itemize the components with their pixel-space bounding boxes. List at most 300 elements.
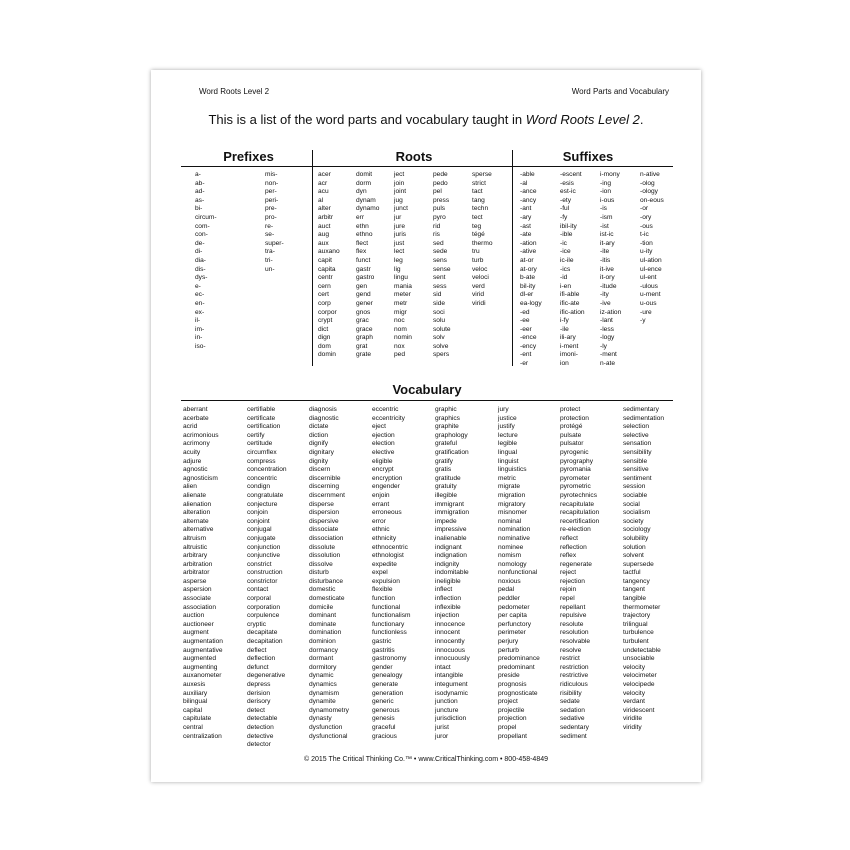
vocabulary-word: auxanometer — [183, 672, 222, 680]
root-word: grat — [356, 342, 368, 350]
root-word: spers — [433, 351, 450, 359]
vocabulary-word: augment — [183, 629, 209, 637]
suffix-word: on-eous — [640, 196, 664, 204]
vocabulary-word: error — [372, 517, 386, 525]
root-word: sid — [433, 291, 442, 299]
prefix-word: re- — [265, 222, 274, 230]
root-word: sense — [433, 265, 451, 273]
root-word: sed — [433, 239, 444, 247]
vocabulary-word: resolvable — [560, 638, 591, 646]
roots-heading: Roots — [395, 149, 433, 164]
vocabulary-word: dynamism — [309, 689, 340, 697]
vocabulary-word: dispersive — [309, 517, 339, 525]
vocabulary-word: sedate — [560, 698, 580, 706]
vocabulary-word: migration — [498, 491, 526, 499]
vocabulary-word: sediment — [560, 732, 587, 740]
prefix-word: mis- — [265, 171, 278, 178]
suffix-word: it-ory — [600, 274, 615, 282]
vocabulary-word: association — [183, 603, 216, 611]
root-word: dynamo — [356, 205, 380, 213]
suffix-word: -or — [640, 205, 649, 213]
vocabulary-word: genesis — [372, 715, 395, 723]
root-word: lig — [394, 265, 401, 273]
vocabulary-word: repulsive — [560, 612, 587, 620]
vocabulary-word: gastronomy — [372, 655, 407, 663]
prefix-column-1 — [195, 171, 217, 351]
suffix-word: ul-ent — [640, 274, 657, 282]
vocabulary-word: misnomer — [498, 509, 527, 517]
prefix-word: pre- — [265, 205, 277, 213]
root-word: aug — [318, 231, 330, 239]
vocabulary-word: eccentricity — [372, 414, 405, 422]
vocabulary-word: alienation — [183, 500, 212, 508]
vocabulary-word: ethnicity — [372, 534, 397, 542]
vocabulary-word: per capita — [498, 612, 527, 620]
vocabulary-word: dissolution — [309, 552, 341, 560]
vocabulary-word: eject — [372, 423, 386, 431]
vocabulary-word: corporal — [247, 595, 271, 603]
vocabulary-word: construction — [247, 569, 283, 577]
vocabulary-column-8 — [623, 406, 664, 733]
intro-sentence — [151, 112, 701, 127]
vocabulary-word: velocimeter — [623, 672, 657, 680]
vocabulary-word: protect — [560, 406, 581, 413]
suffix-word: -ant — [520, 205, 532, 213]
vocabulary-word: pyromania — [560, 466, 591, 474]
vocabulary-word: reflex — [560, 552, 577, 560]
vocabulary-word: domestic — [309, 586, 336, 594]
root-word: crypt — [318, 317, 333, 325]
vocabulary-word: legible — [498, 440, 518, 448]
root-word: sens — [433, 256, 447, 264]
vocabulary-word: sociable — [623, 491, 648, 499]
suffix-word: ific-ation — [560, 308, 585, 316]
suffix-word: t-ic — [640, 231, 649, 239]
vocabulary-word: corpulence — [247, 612, 280, 620]
root-column-3 — [394, 171, 412, 360]
vocabulary-word: domesticate — [309, 595, 345, 603]
vocabulary-word: conjugate — [247, 534, 276, 542]
vocabulary-word: verdant — [623, 698, 645, 706]
vocabulary-word: peddler — [498, 595, 520, 603]
vocabulary-word: protection — [560, 414, 589, 422]
vocabulary-word: pedal — [498, 586, 515, 594]
suffix-word: ili-ary — [560, 334, 576, 342]
vocabulary-word: engender — [372, 483, 400, 491]
vocabulary-word: functionary — [372, 620, 405, 628]
vocabulary-word: concentration — [247, 466, 287, 474]
vocabulary-word: gastritis — [372, 646, 395, 654]
suffix-word: u-ment — [640, 291, 661, 299]
root-word: sperse — [472, 171, 492, 178]
vocabulary-word: velocity — [623, 689, 645, 697]
vocabulary-column-4 — [372, 406, 410, 741]
root-word: acu — [318, 188, 329, 196]
suffix-word: -ful — [560, 205, 570, 213]
suffix-word: dl-er — [520, 291, 534, 299]
root-word: grac — [356, 317, 369, 325]
suffix-word: -ence — [520, 334, 537, 342]
suffix-word: bil-ity — [520, 282, 536, 290]
root-word: veloc — [472, 265, 488, 273]
vocabulary-word: circumflex — [247, 448, 277, 456]
root-word: sede — [433, 248, 448, 256]
vocabulary-word: pulsate — [560, 431, 582, 439]
root-word: dom — [318, 342, 331, 350]
vocabulary-word: immigration — [435, 509, 470, 517]
vocabulary-word: sociology — [623, 526, 651, 534]
vocabulary-word: ejection — [372, 431, 395, 439]
vocabulary-word: graphics — [435, 414, 460, 422]
prefix-word: iso- — [195, 342, 206, 350]
suffix-word: -ent — [520, 351, 532, 359]
vocabulary-word: conjunctive — [247, 552, 280, 560]
vocabulary-word: gratitude — [435, 474, 461, 482]
suffix-word: -esis — [560, 179, 574, 187]
root-word: nox — [394, 342, 405, 350]
root-word: tégé — [472, 231, 485, 239]
suffix-word: -ary — [520, 213, 532, 221]
vocabulary-word: certificate — [247, 414, 276, 422]
vocabulary-word: sedimentary — [623, 406, 659, 413]
prefix-word: il- — [195, 317, 201, 325]
vocabulary-word: solution — [623, 543, 646, 551]
vocabulary-word: tangent — [623, 586, 645, 594]
vocabulary-word: dignitary — [309, 448, 334, 456]
prefix-word: tra- — [265, 248, 275, 256]
root-word: nom — [394, 325, 407, 333]
prefix-word: super- — [265, 239, 284, 247]
suffix-word: est-ic — [560, 188, 576, 196]
vocabulary-heading: Vocabulary — [392, 382, 462, 397]
root-word: noc — [394, 317, 405, 325]
prefix-word: en- — [195, 299, 205, 307]
suffix-word: -ing — [600, 179, 611, 187]
suffix-word: -ile — [560, 325, 569, 333]
root-word: gastro — [356, 274, 375, 282]
vocabulary-word: turbulent — [623, 638, 649, 646]
vocabulary-word: undetectable — [623, 646, 661, 654]
vocabulary-word: ethnocentric — [372, 543, 408, 551]
suffix-word: i-ous — [600, 196, 615, 204]
root-word: ris — [433, 231, 440, 239]
vocabulary-word: sensibility — [623, 448, 652, 456]
vocabulary-word: indignity — [435, 560, 460, 568]
vocabulary-word: dynamometry — [309, 706, 349, 714]
vocabulary-word: diagnostic — [309, 414, 339, 422]
root-word: alter — [318, 205, 331, 213]
vocabulary-word: discernment — [309, 491, 345, 499]
vocabulary-word: lingual — [498, 448, 518, 456]
vocabulary-word: cryptic — [247, 620, 267, 628]
vocabulary-word: innocuously — [435, 655, 470, 663]
root-word: grace — [356, 325, 373, 333]
root-word: verd — [472, 282, 485, 290]
vocabulary-word: augmented — [183, 655, 216, 663]
root-word: ped — [394, 351, 406, 359]
vocabulary-word: functional — [372, 603, 401, 611]
suffix-word: iz-ation — [600, 308, 622, 316]
vocabulary-word: recapitulate — [560, 500, 595, 508]
vocabulary-word: projectile — [498, 706, 525, 714]
suffix-word: -er — [520, 360, 529, 368]
vocabulary-word: sedative — [560, 715, 585, 723]
vocabulary-word: graphite — [435, 423, 459, 431]
vocabulary-word: gratuity — [435, 483, 457, 491]
vocabulary-word: augmentative — [183, 646, 223, 654]
vocabulary-word: flexible — [372, 586, 393, 594]
root-word: funct — [356, 256, 371, 264]
vocabulary-word: dissociation — [309, 534, 344, 542]
vocabulary-word: conjunction — [247, 543, 281, 551]
vocabulary-word: functionless — [372, 629, 407, 637]
vocabulary-word: acrimony — [183, 440, 210, 448]
vocabulary-word: linguist — [498, 457, 519, 465]
vocabulary-word: dissolute — [309, 543, 336, 551]
vocabulary-word: acrimonious — [183, 431, 219, 439]
vocabulary-word: rejoin — [560, 586, 577, 594]
root-word: puls — [433, 205, 446, 213]
suffix-word: ibil-ity — [560, 222, 577, 230]
suffix-column-2 — [560, 171, 585, 369]
vocabulary-word: certitude — [247, 440, 273, 448]
vocabulary-word: generic — [372, 698, 394, 706]
prefix-word: e- — [195, 282, 201, 290]
vocabulary-word: encrypt — [372, 466, 394, 474]
root-word: dign — [318, 334, 331, 342]
vocabulary-word: deflection — [247, 655, 276, 663]
suffix-word: -ate — [520, 231, 532, 239]
root-word: al — [318, 196, 324, 204]
vocabulary-word: velocity — [623, 663, 645, 671]
vocabulary-word: pyrotechnics — [560, 491, 598, 499]
vocabulary-word: expedite — [372, 560, 397, 568]
vocabulary-word: auxiliary — [183, 689, 208, 697]
root-word: jur — [394, 213, 402, 221]
prefix-word: di- — [195, 248, 203, 256]
vocabulary-word: viridescent — [623, 706, 655, 714]
vocabulary-word: dignity — [309, 457, 329, 465]
root-word: nomin — [394, 334, 412, 342]
vocabulary-word: acerbate — [183, 414, 209, 422]
vocabulary-word: augmenting — [183, 663, 218, 671]
word-parts-rule — [181, 166, 673, 167]
suffix-word: i-mony — [600, 171, 620, 178]
suffix-word: ul-ation — [640, 256, 662, 264]
root-word: capita — [318, 265, 336, 273]
prefix-word: com- — [195, 222, 210, 230]
vocabulary-word: justice — [498, 414, 517, 422]
vocabulary-word: erroneous — [372, 509, 402, 517]
vocabulary-word: dynamic — [309, 672, 334, 680]
root-word: leg — [394, 256, 403, 264]
root-word: viridi — [472, 299, 486, 307]
suffix-word: -ic — [560, 239, 567, 247]
vocabulary-word: perfunctory — [498, 620, 531, 628]
vocabulary-word: perturb — [498, 646, 519, 654]
suffix-column-3 — [600, 171, 621, 369]
vocabulary-word: solvent — [623, 552, 644, 560]
prefix-word: dis- — [195, 265, 206, 273]
root-column-2 — [356, 171, 379, 360]
suffix-word: -ulous — [640, 282, 658, 290]
suffix-word: -ism — [600, 213, 613, 221]
vocabulary-word: dissociate — [309, 526, 339, 534]
vocabulary-word: impressive — [435, 526, 467, 534]
vocabulary-word: prognosis — [498, 681, 527, 688]
root-word: thermo — [472, 239, 493, 247]
suffix-word: ific-ate — [560, 299, 580, 307]
prefix-word: a- — [195, 171, 201, 178]
vocabulary-word: selection — [623, 423, 650, 431]
vocabulary-word: dissolve — [309, 560, 333, 568]
vocabulary-word: nomism — [498, 552, 522, 560]
suffix-word: u-ous — [640, 299, 657, 307]
root-word: domin — [318, 351, 336, 359]
vocabulary-word: indomitable — [435, 569, 469, 577]
vocabulary-word: ethnologist — [372, 552, 404, 560]
vocabulary-word: graphic — [435, 406, 457, 413]
root-word: grate — [356, 351, 372, 359]
prefix-word: con- — [195, 231, 208, 239]
root-word: tang — [472, 196, 485, 204]
vocabulary-word: acuity — [183, 448, 201, 456]
vocabulary-word: preside — [498, 672, 520, 680]
vocabulary-word: degenerative — [247, 672, 286, 680]
vocabulary-word: eccentric — [372, 406, 399, 413]
vocabulary-word: election — [372, 440, 395, 448]
vocabulary-word: detective — [247, 732, 274, 740]
root-word: solve — [433, 342, 449, 350]
vocabulary-word: associate — [183, 595, 211, 603]
prefix-column-2 — [265, 171, 284, 274]
vocabulary-word: certify — [247, 431, 265, 439]
vocabulary-word: trilingual — [623, 620, 648, 628]
vocabulary-word: arbitrator — [183, 569, 210, 577]
vocabulary-word: discerning — [309, 483, 340, 491]
vocabulary-word: dysfunction — [309, 723, 343, 731]
vocabulary-word: defunct — [247, 663, 269, 671]
root-word: cern — [318, 282, 331, 290]
prefix-word: bi- — [195, 205, 203, 213]
root-word: turb — [472, 256, 484, 264]
vocabulary-word: eligible — [372, 457, 393, 465]
prefix-word: se- — [265, 231, 275, 239]
vocabulary-word: central — [183, 723, 203, 731]
root-word: solute — [433, 325, 451, 333]
root-word: domit — [356, 171, 373, 178]
suffix-word: -itude — [600, 282, 617, 290]
suffix-word: -eer — [520, 325, 532, 333]
vocabulary-word: perimeter — [498, 629, 526, 637]
root-word: auct — [318, 222, 331, 230]
vocabulary-word: jurisdiction — [435, 715, 467, 723]
vocabulary-word: socialism — [623, 509, 651, 517]
vocabulary-word: gender — [372, 663, 393, 671]
vocabulary-word: function — [372, 595, 396, 603]
vocabulary-word: conjecture — [247, 500, 278, 508]
vocabulary-word: gratis — [435, 466, 452, 474]
root-column-1 — [318, 171, 340, 360]
vocabulary-word: supersede — [623, 560, 654, 568]
vocabulary-word: ineligible — [435, 577, 461, 585]
vocabulary-word: session — [623, 483, 646, 491]
suffix-word: -logy — [600, 334, 615, 342]
suffix-word: -itis — [600, 256, 611, 264]
vocabulary-word: metric — [498, 474, 516, 482]
root-word: gend — [356, 291, 371, 299]
prefixes-heading: Prefixes — [223, 149, 274, 164]
vocabulary-word: dormancy — [309, 646, 338, 654]
vocabulary-word: errant — [372, 500, 390, 508]
vocabulary-word: predominance — [498, 655, 540, 663]
vocabulary-word: dominate — [309, 620, 337, 628]
suffix-word: -able — [520, 171, 535, 178]
vocabulary-word: sedentary — [560, 723, 589, 731]
root-word: corpor — [318, 308, 337, 316]
vocabulary-word: pyrometer — [560, 474, 590, 482]
vocabulary-word: alien — [183, 483, 197, 491]
root-word: capit — [318, 256, 332, 264]
suffix-word: -ance — [520, 188, 537, 196]
vocabulary-word: juror — [435, 732, 449, 740]
suffix-word: -ive — [600, 299, 611, 307]
root-word: flect — [356, 239, 369, 247]
vocabulary-word: detector — [247, 741, 271, 749]
vocabulary-word: reject — [560, 569, 577, 577]
vocabulary-word: intangible — [435, 672, 464, 680]
vocabulary-word: risibility — [560, 689, 582, 697]
suffix-word: ifi-able — [560, 291, 580, 299]
root-word: press — [433, 196, 450, 204]
suffix-word: -ist — [600, 222, 609, 230]
prefix-word: dia- — [195, 256, 206, 264]
vocabulary-word: restriction — [560, 663, 589, 671]
vocabulary-word: sedation — [560, 706, 585, 714]
root-word: meter — [394, 291, 411, 299]
vocabulary-column-5 — [435, 406, 470, 741]
prefix-word: peri- — [265, 196, 279, 204]
suffix-word: -ics — [560, 265, 571, 273]
suffix-word: -ure — [640, 308, 652, 316]
vocabulary-word: noxious — [498, 577, 521, 585]
vocabulary-word: expel — [372, 569, 388, 577]
root-word: ethno — [356, 231, 373, 239]
root-word: pel — [433, 188, 442, 196]
vocabulary-word: dormitory — [309, 663, 337, 671]
vocabulary-word: certifiable — [247, 406, 276, 413]
vocabulary-word: deflect — [247, 646, 267, 654]
vocabulary-word: aberrant — [183, 406, 208, 413]
vocabulary-word: tactful — [623, 569, 641, 577]
vocabulary-word: prognosticate — [498, 689, 538, 697]
prefix-word: ab- — [195, 179, 205, 187]
vocabulary-word: predominant — [498, 663, 535, 671]
vocabulary-word: disturb — [309, 569, 329, 577]
vocabulary-word: innocent — [435, 629, 460, 637]
vocabulary-word: selective — [623, 431, 649, 439]
vocabulary-word: immigrant — [435, 500, 464, 508]
vocabulary-word: diction — [309, 431, 329, 439]
vocabulary-rule — [181, 400, 673, 401]
suffix-word: -ion — [600, 188, 611, 196]
root-word: acr — [318, 179, 328, 187]
suffix-word: ion — [560, 360, 569, 368]
root-word: virid — [472, 291, 485, 299]
vocabulary-word: adjure — [183, 457, 202, 465]
vocabulary-word: arbitration — [183, 560, 213, 568]
vocabulary-word: alteration — [183, 509, 211, 517]
